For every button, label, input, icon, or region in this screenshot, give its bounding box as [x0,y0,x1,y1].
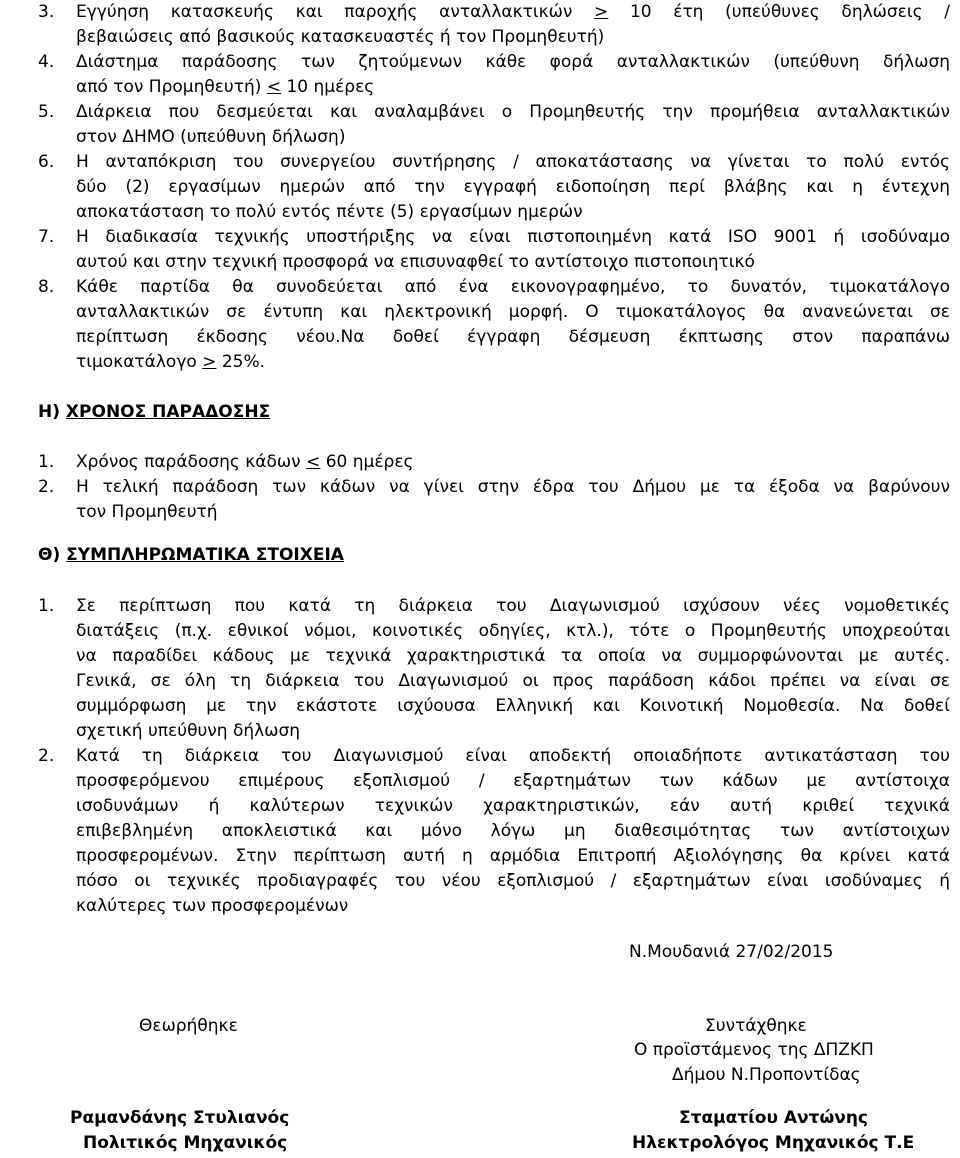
text-segment: από τον Προμηθευτή) [76,77,267,97]
inequality-sign: < [306,452,321,472]
inequality-sign: > [594,2,609,22]
item-number: 1. [38,596,55,616]
left-signature-name: Ραμανδάνης Στυλιανός [70,1108,290,1128]
list-item [38,0,950,50]
text-line [76,350,950,375]
text-segment: αυτού και στην τεχνική προσφορά να επισυναφθεί το αντίστοιχο πιστοποιητικό [76,252,755,272]
text-line [76,794,950,819]
text-line [76,225,950,250]
text-line [76,500,950,525]
list-item [38,50,950,100]
right-signature-role: Ηλεκτρολόγος Μηχανικός Τ.Ε [632,1133,915,1153]
section-th-title: ΣΥΜΠΛΗΡΩΜΑΤΙΚΑ ΣΤΟΙΧΕΙΑ [66,545,344,565]
section-th-list [38,594,950,919]
list-item [38,744,950,919]
text-segment: Κατά τη διάρκεια του Διαγωνισμού είναι αποδεκτή οποιαδήποτε αντικατάσταση του [76,746,950,766]
text-line [76,644,950,669]
item-number: 2. [38,746,55,766]
text-line [76,844,950,869]
section-h-title: ΧΡΟΝΟΣ ΠΑΡΑΔΟΣΗΣ [65,402,271,422]
text-segment: βεβαιώσεις από βασικούς κατασκευαστές ή τον Προμηθευτή) [76,27,605,47]
text-segment: Σε περίπτωση που κατά τη διάρκεια του Διαγωνισμού ισχύσουν νέες νομοθετικές [76,596,950,616]
text-segment: σχετική υπεύθυνη δήλωση [76,721,300,741]
text-segment: πόσο οι τεχνικές προδιαγραφές του νέου εξοπλισμού / εξαρτημάτων είναι ισοδύναμες ή [76,871,950,891]
left-signature-role: Πολιτικός Μηχανικός [83,1133,288,1153]
section-th-heading [38,543,344,568]
text-segment: 60 ημέρες [320,452,414,472]
section-h-prefix: Η) [38,402,66,422]
text-segment: καλύτερες των προσφερομένων [76,896,349,916]
text-line [76,869,950,894]
text-segment: δύο (2) εργασίμων ημερών από την εγγραφή ειδοποίηση περί βλάβης και η έντεχνη [76,177,950,197]
text-line [76,769,950,794]
text-line [76,744,950,769]
right-signature-name: Σταματίου Αντώνης [679,1108,869,1128]
text-segment: Διάρκεια που δεσμεύεται και αναλαμβάνει ο Προμηθευτής την προμήθεια ανταλλακτικών [76,102,950,122]
section-h-heading [38,400,270,425]
list-item [38,594,950,744]
right-signature-line2: Ο προϊστάμενος της ΔΠΖΚΠ [634,1040,874,1060]
text-line [76,0,950,25]
list-item [38,225,950,275]
text-line [76,300,950,325]
text-segment: προσφερομένων. Στην περίπτωση αυτή η αρμόδια Επιτροπή Αξιολόγησης θα κρίνει κατά [76,846,950,866]
text-line [76,150,950,175]
text-segment: ανταλλακτικών σε έντυπη και ηλεκτρονική μορφή. Ο τιμοκατάλογος θα ανανεώνεται σε [76,302,950,322]
inequality-sign: > [202,352,217,372]
text-segment: τιμοκατάλογο [76,352,203,372]
item-number: 8. [38,277,55,297]
text-line [76,819,950,844]
section-th-prefix: Θ) [38,545,67,565]
text-line [76,75,950,100]
text-segment: Διάστημα παράδοσης των ζητούμενων κάθε φορά ανταλλακτικών (υπεύθυνη δήλωση [76,52,950,72]
right-signature-line3: Δήμου Ν.Προποντίδας [672,1065,861,1085]
text-segment: Γενικά, σε όλη τη διάρκεια του Διαγωνισμού οι προς παράδοση κάδοι πρέπει να είναι σε [76,671,950,691]
item-number: 6. [38,152,55,172]
text-segment: τον Προμηθευτή [76,502,218,522]
text-line [76,450,950,475]
text-line [76,619,950,644]
list-item [38,475,950,525]
date-line: Ν.Μουδανιά 27/02/2015 [629,942,834,962]
text-segment: 25%. [216,352,266,372]
item-number: 1. [38,452,55,472]
text-segment: 10 έτη (υπεύθυνες δηλώσεις / [608,2,950,22]
text-segment: Η ανταπόκριση του συνεργείου συντήρησης / αποκατάστασης να γίνεται το πολύ εντός [76,152,950,172]
text-line [76,669,950,694]
text-line [76,25,950,50]
left-signature-label: Θεωρήθηκε [139,1016,238,1036]
text-segment: Χρόνος παράδοσης κάδων [76,452,307,472]
text-line [76,100,950,125]
item-number: 4. [38,52,55,72]
right-signature-label: Συντάχθηκε [705,1016,807,1036]
list-item [38,450,950,475]
section-g-list [38,0,950,375]
text-line [76,275,950,300]
list-item [38,150,950,225]
text-line [76,250,950,275]
text-line [76,175,950,200]
inequality-sign: < [266,77,282,97]
list-item [38,275,950,375]
text-segment: διατάξεις (π.χ. εθνικοί νόμοι, κοινοτικές οδηγίες, κτλ.), τότε ο Προμηθευτής υποχρεούται [76,621,950,641]
text-segment: να παραδίδει κάδους με τεχνικά χαρακτηριστικά τα οποία να συμμορφώνονται με αυτές. [76,646,950,666]
text-line [76,125,950,150]
item-number: 5. [38,102,55,122]
text-segment: περίπτωση έκδοσης νέου.Να δοθεί έγγραφη δέσμευση έκπτωσης στον παραπάνω [76,327,950,347]
text-segment: ισοδυνάμων ή καλύτερων τεχνικών χαρακτηριστικών, εάν αυτή κριθεί τεχνικά [76,796,950,816]
text-line [76,894,950,919]
text-line [76,594,950,619]
text-line [76,325,950,350]
item-number: 7. [38,227,55,247]
text-segment: Η διαδικασία τεχνικής υποστήριξης να είναι πιστοποιημένη κατά ISO 9001 ή ισοδύναμο [76,227,950,247]
text-segment: Κάθε παρτίδα θα συνοδεύεται από ένα εικονογραφημένο, το δυνατόν, τιμοκατάλογο [76,277,950,297]
section-h-list [38,450,950,525]
text-segment: επιβεβλημένη αποκλειστικά και μόνο λόγω μη διαθεσιμότητας των αντίστοιχων [76,821,950,841]
text-line [76,719,950,744]
list-item [38,100,950,150]
text-segment: Η τελική παράδοση των κάδων να γίνει στην έδρα του Δήμου με τα έξοδα να βαρύνουν [76,477,950,497]
text-segment: Εγγύηση κατασκευής και παροχής ανταλλακτικών [76,2,595,22]
text-line [76,475,950,500]
text-segment: στον ΔΗΜΟ (υπεύθυνη δήλωση) [76,127,346,147]
text-line [76,694,950,719]
text-line [76,200,950,225]
item-number: 2. [38,477,55,497]
text-segment: συμμόρφωση με την εκάστοτε ισχύουσα Ελληνική και Κοινοτική Νομοθεσία. Να δοθεί [76,696,950,716]
text-segment: 10 ημέρες [281,77,375,97]
item-number: 3. [38,2,55,22]
text-segment: αποκατάσταση το πολύ εντός πέντε (5) εργασίμων ημερών [76,202,583,222]
text-line [76,50,950,75]
text-segment: προσφερόμενου επιμέρους εξοπλισμού / εξαρτημάτων των κάδων με αντίστοιχα [76,771,950,791]
